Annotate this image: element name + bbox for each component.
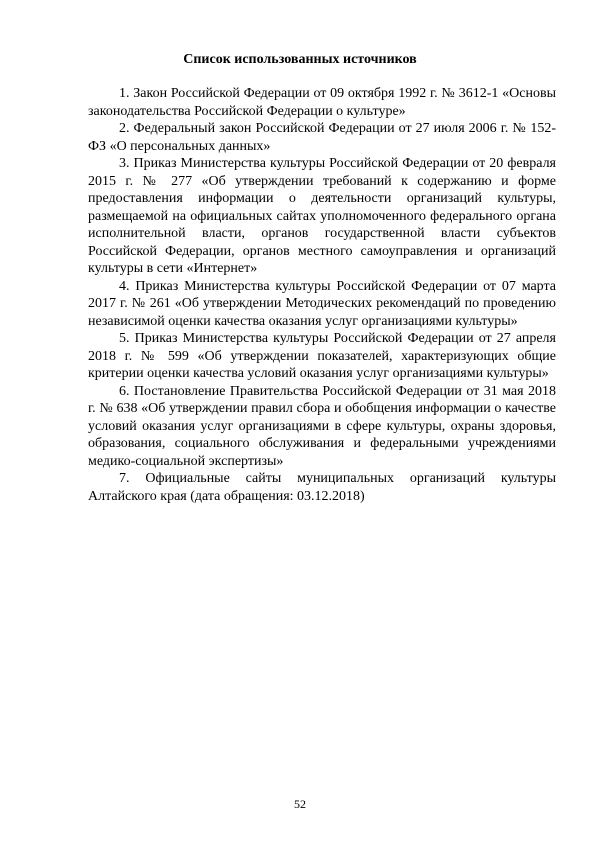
source-item-4: 4. Приказ Министерства культуры Российской Федерации от 07 марта 2017 г. № 261 «Об утверждении Методических рекомендаций по проведению независимой оценки качества оказания услуг организациями культуры»	[88, 278, 556, 329]
source-item-6: 6. Постановление Правительства Российской Федерации от 31 мая 2018 г. № 638 «Об утверждении правил сбора и обобщения информации о качестве условий оказания услуг организациями в сфере культуры, охраны здоровья, образования, социального обслуживания и федеральными учреждениями медико-социальной экспертизы»	[88, 383, 556, 469]
source-item-5: 5. Приказ Министерства культуры Российской Федерации от 27 апреля 2018 г. № 599 «Об утверждении показателей, характеризующих общие критерии оценки качества условий оказания услуг организациями культуры»	[88, 331, 556, 381]
page-number: 52	[294, 797, 306, 811]
source-item-2: 2. Федеральный закон Российской Федерации от 27 июля 2006 г. № 152-ФЗ «О персональных данных»	[88, 121, 556, 154]
source-item-1: 1. Закон Российской Федерации от 09 октября 1992 г. № 3612-1 «Основы законодательства Российской Федерации о культуре»	[88, 86, 556, 119]
source-item-3: 3. Приказ Министерства культуры Российской Федерации от 20 февраля 2015 г. № 277 «Об утверждении требований к содержанию и форме предоставления информации о деятельности организаций культуры, размещаемой на официальных сайтах уполномоченного федерального органа исполнительной власти, органов государственной власти субъектов Российской Федерации, органов местного самоуправления и организаций культуры в сети «Интернет»	[88, 156, 556, 276]
source-item-7: 7. Официальные сайты муниципальных организаций культуры Алтайского края (дата обращения: 03.12.2018)	[88, 471, 556, 504]
sources-list	[88, 85, 556, 505]
page-title: Список использованных источников	[183, 52, 417, 67]
